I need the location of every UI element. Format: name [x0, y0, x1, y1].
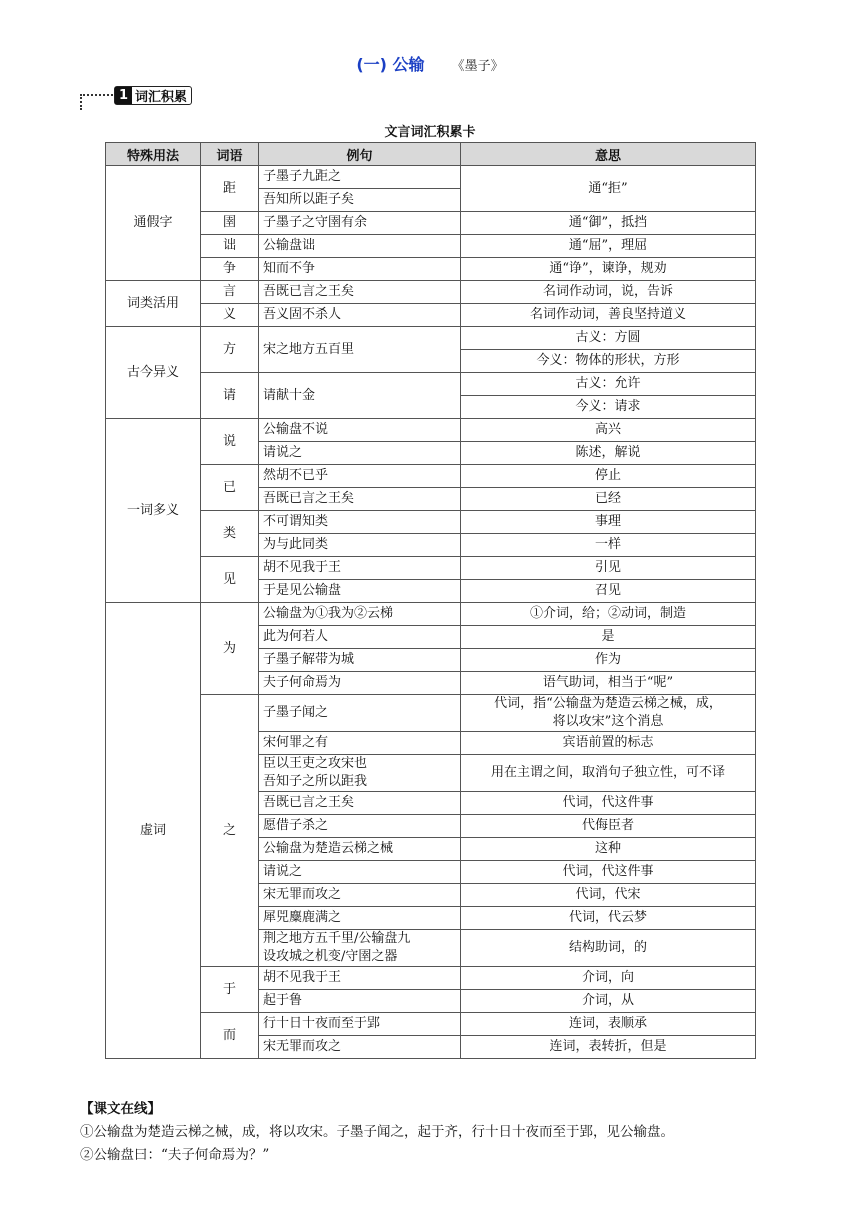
word-cell: 距 [201, 166, 259, 212]
header-example: 例句 [259, 143, 461, 166]
meaning-cell: 语气助词，相当于“呢” [461, 672, 756, 695]
meaning-cell: 代词，代宋 [461, 884, 756, 907]
example-cell [259, 755, 461, 792]
example-cell: 知而不争 [259, 258, 461, 281]
table-row [106, 166, 756, 189]
group-label: 通假字 [106, 166, 201, 281]
table-row [106, 327, 756, 350]
word-cell: 为 [201, 603, 259, 695]
meaning-cell: 结构助词，的 [461, 930, 756, 967]
meaning-line: 将以攻宋”这个消息 [552, 714, 664, 729]
meaning-cell: 召见 [461, 580, 756, 603]
word-cell: 类 [201, 511, 259, 557]
lesson-title [0, 52, 860, 75]
meaning-cell: 代词，代这件事 [461, 861, 756, 884]
meaning-cell: 宾语前置的标志 [461, 732, 756, 755]
word-cell: 争 [201, 258, 259, 281]
lesson-paragraph: ②公输盘曰：“夫子何命焉为？” [80, 1147, 270, 1163]
table-row [106, 258, 756, 281]
example-cell: 请说之 [259, 861, 461, 884]
example-cell: 夫子何命焉为 [259, 672, 461, 695]
example-cell: 起于鲁 [259, 990, 461, 1013]
example-cell: 吾既已言之王矣 [259, 792, 461, 815]
title-source: 《墨子》 [451, 59, 504, 74]
example-cell: 宋无罪而攻之 [259, 884, 461, 907]
lesson-paragraph: ①公输盘为楚造云梯之械，成，将以攻宋。子墨子闻之，起于齐，行十日十夜而至于郢，见公输盘。 [80, 1124, 674, 1140]
table-row [106, 419, 756, 442]
table-row [106, 557, 756, 580]
example-cell: 宋之地方五百里 [259, 327, 461, 373]
meaning-cell: 代侮臣者 [461, 815, 756, 838]
table-row [106, 373, 756, 396]
example-cell [259, 930, 461, 967]
example-line: 荆之地方五千里/公输盘九 [263, 931, 411, 946]
group-label: 古今异义 [106, 327, 201, 419]
group-label: 词类活用 [106, 281, 201, 327]
word-cell: 见 [201, 557, 259, 603]
word-cell: 请 [201, 373, 259, 419]
meaning-cell: 今义：物体的形状，方形 [461, 350, 756, 373]
example-cell: 吾知所以距子矣 [259, 189, 461, 212]
section-label-box [114, 86, 192, 105]
example-line: 臣以王吏之攻宋也 [263, 756, 368, 771]
meaning-cell: 是 [461, 626, 756, 649]
example-line: 设攻城之机变/守圉之器 [263, 949, 398, 964]
meaning-cell: 停止 [461, 465, 756, 488]
example-cell: 请说之 [259, 442, 461, 465]
example-cell: 不可谓知类 [259, 511, 461, 534]
meaning-cell: 用在主谓之间，取消句子独立性，可不译 [461, 755, 756, 792]
meaning-cell: 名词作动词，善良坚持道义 [461, 304, 756, 327]
meaning-cell: ①介词，给；②动词，制造 [461, 603, 756, 626]
meaning-cell: 这种 [461, 838, 756, 861]
word-cell: 已 [201, 465, 259, 511]
word-cell: 圉 [201, 212, 259, 235]
meaning-cell: 通“拒” [461, 166, 756, 212]
table-header-row [106, 143, 756, 166]
table-row [106, 603, 756, 626]
meaning-cell: 通“屈”，理屈 [461, 235, 756, 258]
table-caption: 文言词汇积累卡 [384, 125, 476, 140]
meaning-line: 代词，指“公输盘为楚造云梯之械，成， [494, 696, 722, 711]
word-cell: 义 [201, 304, 259, 327]
table-row [106, 465, 756, 488]
meaning-cell [461, 695, 756, 732]
lesson-heading: 【课文在线】 [80, 1101, 161, 1117]
section-number: 1 [115, 87, 132, 104]
meaning-cell: 古义：允许 [461, 373, 756, 396]
vocab-table [105, 142, 756, 1059]
table-row [106, 511, 756, 534]
meaning-cell: 代词，代这件事 [461, 792, 756, 815]
meaning-cell: 连词，表转折，但是 [461, 1036, 756, 1059]
word-cell: 之 [201, 695, 259, 967]
example-cell: 宋无罪而攻之 [259, 1036, 461, 1059]
meaning-cell: 引见 [461, 557, 756, 580]
table-row [106, 695, 756, 732]
word-cell: 于 [201, 967, 259, 1013]
table-row [106, 281, 756, 304]
meaning-cell: 代词，代云梦 [461, 907, 756, 930]
example-cell: 公输盘为①我为②云梯 [259, 603, 461, 626]
meaning-cell: 介词，从 [461, 990, 756, 1013]
meaning-cell: 一样 [461, 534, 756, 557]
meaning-cell: 通“御”，抵挡 [461, 212, 756, 235]
example-cell: 请献十金 [259, 373, 461, 419]
table-row [106, 212, 756, 235]
section-label: 词汇积累 [135, 90, 188, 105]
example-cell: 然胡不已乎 [259, 465, 461, 488]
group-label: 一词多义 [106, 419, 201, 603]
example-cell: 此为何若人 [259, 626, 461, 649]
example-cell: 吾既已言之王矣 [259, 488, 461, 511]
meaning-cell: 今义：请求 [461, 396, 756, 419]
word-cell: 说 [201, 419, 259, 465]
meaning-cell: 作为 [461, 649, 756, 672]
table-row [106, 1013, 756, 1036]
example-cell: 吾既已言之王矣 [259, 281, 461, 304]
meaning-cell: 事理 [461, 511, 756, 534]
example-cell: 愿借子杀之 [259, 815, 461, 838]
dotted-leader [80, 94, 116, 96]
example-cell: 子墨子九距之 [259, 166, 461, 189]
example-cell: 子墨子解带为城 [259, 649, 461, 672]
header-meaning: 意思 [461, 143, 756, 166]
meaning-cell: 通“诤”，谏诤，规劝 [461, 258, 756, 281]
meaning-cell: 陈述，解说 [461, 442, 756, 465]
example-cell: 胡不见我于王 [259, 557, 461, 580]
meaning-cell: 古义：方圆 [461, 327, 756, 350]
meaning-cell: 名词作动词，说，告诉 [461, 281, 756, 304]
group-label: 虚词 [106, 603, 201, 1059]
meaning-cell: 连词，表顺承 [461, 1013, 756, 1036]
meaning-cell: 已经 [461, 488, 756, 511]
example-cell: 公输盘为楚造云梯之械 [259, 838, 461, 861]
example-line: 吾知子之所以距我 [263, 774, 368, 789]
dotted-tick [80, 94, 82, 110]
meaning-cell: 介词，向 [461, 967, 756, 990]
word-cell: 而 [201, 1013, 259, 1059]
example-cell: 于是见公输盘 [259, 580, 461, 603]
title-text: (一) 公输 [356, 55, 425, 74]
example-cell: 为与此同类 [259, 534, 461, 557]
example-cell: 公输盘诎 [259, 235, 461, 258]
example-cell: 宋何罪之有 [259, 732, 461, 755]
example-cell: 吾义固不杀人 [259, 304, 461, 327]
example-cell: 行十日十夜而至于郢 [259, 1013, 461, 1036]
lesson-online [80, 1098, 780, 1167]
meaning-cell: 高兴 [461, 419, 756, 442]
header-usage: 特殊用法 [106, 143, 201, 166]
header-word: 词语 [201, 143, 259, 166]
example-cell: 公输盘不说 [259, 419, 461, 442]
table-row [106, 304, 756, 327]
table-row [106, 967, 756, 990]
word-cell: 诎 [201, 235, 259, 258]
example-cell: 子墨子闻之 [259, 695, 461, 732]
example-cell: 犀兕麋鹿满之 [259, 907, 461, 930]
word-cell: 言 [201, 281, 259, 304]
word-cell: 方 [201, 327, 259, 373]
example-cell: 子墨子之守圉有余 [259, 212, 461, 235]
table-row [106, 235, 756, 258]
example-cell: 胡不见我于王 [259, 967, 461, 990]
